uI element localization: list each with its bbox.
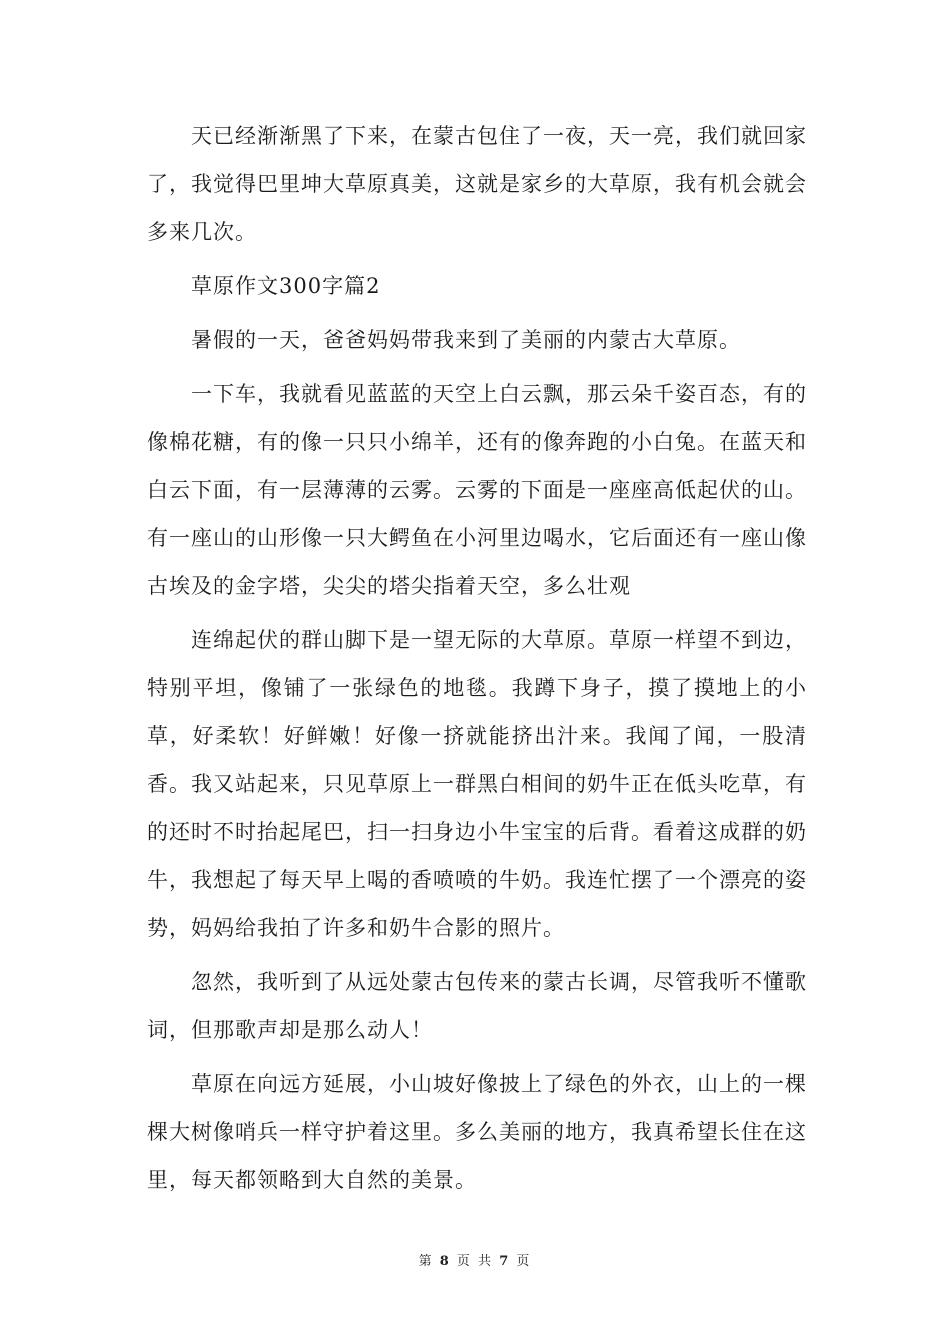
current-page-number: 8 (439, 1254, 451, 1269)
paragraph: 忽然，我听到了从远处蒙古包传来的蒙古长调，尽管我听不懂歌词，但那歌声却是那么动人！ (147, 970, 807, 1042)
footer-middle: 页 共 (456, 1254, 494, 1269)
section-heading: 草原作文300字篇2 (191, 274, 381, 298)
total-page-number: 7 (499, 1254, 511, 1269)
paragraph: 天已经渐渐黑了下来，在蒙古包住了一夜，天一亮，我们就回家了，我觉得巴里坤大草原真美，这就是家乡的大草原，我有机会就会多来几次。 (147, 124, 807, 244)
page-footer (0, 1250, 950, 1269)
document-body (147, 112, 807, 1210)
footer-suffix: 页 (516, 1254, 532, 1269)
paragraph: 草原在向远方延展，小山坡好像披上了绿色的外衣，山上的一棵棵大树像哨兵一样守护着这里。多么美丽的地方，我真希望长住在这里，每天都领略到大自然的美景。 (147, 1072, 807, 1192)
paragraph: 连绵起伏的群山脚下是一望无际的大草原。草原一样望不到边，特别平坦，像铺了一张绿色的地毯。我蹲下身子，摸了摸地上的小草，好柔软！好鲜嫩！好像一挤就能挤出汁来。我闻了闻，一股清香。我又站起来，只见草原上一群黑白相间的奶牛正在低头吃草，有的还时不时抬起尾巴，扫一扫身边小牛宝宝的后背。看着这成群的奶牛，我想起了每天早上喝的香喷喷的牛奶。我连忙摆了一个漂亮的姿势，妈妈给我拍了许多和奶牛合影的照片。 (147, 628, 807, 940)
footer-prefix: 第 (418, 1254, 434, 1269)
paragraph: 暑假的一天，爸爸妈妈带我来到了美丽的内蒙古大草原。 (191, 328, 741, 352)
paragraph: 一下车，我就看见蓝蓝的天空上白云飘，那云朵千姿百态，有的像棉花糖，有的像一只只小绵羊，还有的像奔跑的小白兔。在蓝天和白云下面，有一层薄薄的云雾。云雾的下面是一座座高低起伏的山。有一座山的山形像一只大鳄鱼在小河里边喝水，它后面还有一座山像古埃及的金字塔，尖尖的塔尖指着天空，多么壮观 (147, 382, 807, 598)
